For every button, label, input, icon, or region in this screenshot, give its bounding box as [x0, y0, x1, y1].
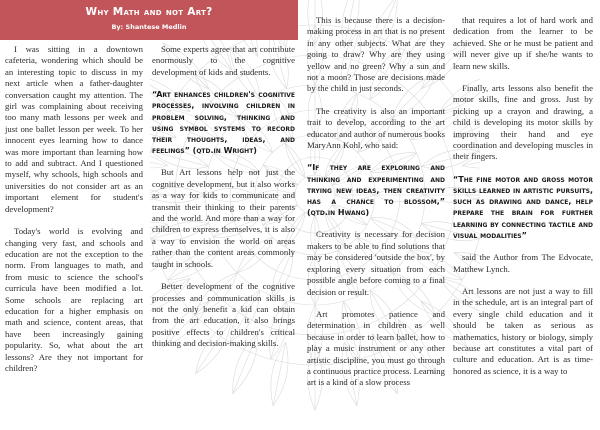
pull-quote: “The fine motor and gross motor skills learned in artistic pursuits, such as drawing and dance, help prepare the brain for further learning by connecting tactile and visual modalities” [453, 174, 594, 240]
paragraph: Finally, arts lessons also benefit the motor skills, fine and gross. Just by picking up a crayon and drawing, a child is developing its motor skills by improving their hand and eye coordination and developing muscles in their fingers. [453, 83, 593, 162]
paragraph: Today's world is evolving and changing very fast, and schools and education are not the exception to the norm. From languages to math, and from music to science the school's curricula have been modified a lot. Some schools are replacing art education for a higher emphasis on math and science, content areas, that have been increasingly gaining popularity. So, what about the art lessons? Are they not important for children? [5, 226, 143, 373]
title-banner [0, 0, 298, 40]
column-2 [152, 44, 295, 361]
paragraph: that requires a lot of hard work and dedication from the learner to be achieved. She or he must be patient and will never give up if she/he wants to learn new skills. [453, 15, 593, 71]
paragraph: But Art lessons help not just the cognitive development, but it also works as a way for kids to communicate and transmit their thinking to their parents and the world. And more than a way for children to express themselves, it is also a way to envision the world on areas rather than the content areas commonly taught in schools. [152, 167, 295, 269]
column-4 [453, 15, 593, 388]
paragraph: Art lessons are not just a way to fill in the schedule, art is an integral part of every single child education and it should be taken as serious as mathematics, history or biology, simply because art constitutes a vital part of culture and education. Art is as time-honored as science, it is a way to [453, 285, 593, 376]
pull-quote: “If they are exploring and thinking and experimenting and trying new ideas, then creativity has a chance to blossom,” (qtd.in Hwang) [307, 163, 445, 218]
pull-quote: “Art enhances children's cognitive processes, involving children in problem solving, thinking and using symbol systems to record their thoughts, ideas, and feelings” (qtd.in Wright) [152, 90, 295, 156]
paragraph: said the Author from The Edvocate, Matthew Lynch. [453, 252, 593, 274]
paragraph: Some experts agree that art contribute enormously to the cognitive development of kids and students. [152, 44, 295, 77]
paragraph: Creativity is necessary for decision makers to be able to find solutions that may be considered 'outside the box', by exploring every situation from each possible angle before coming to a final decision or result. [307, 229, 445, 297]
paragraph: This is because there is a decision-making process in art that is no present in any other subjects. What are they going to draw? Why are they using yellow and no green? Why a sun and not a moon? Those are decisions made by the child in just seconds. [307, 15, 445, 94]
article-title: Why Math and not Art? [85, 6, 213, 18]
column-1 [5, 44, 143, 385]
paragraph: Better development of the cognitive processes and communication skills is not the only benefit a kid can obtain from the art education, it also brings positive effects to children's critical thinking and decision-making skills. [152, 281, 295, 349]
paragraph: The creativity is also an important trait to develop, according to the art educator and author of numerous books MaryAnn Kohl, who said: [307, 105, 445, 151]
column-3 [307, 15, 445, 400]
byline: By: Shantese Medlin [111, 23, 187, 31]
paragraph: I was sitting in a downtown cafeteria, wondering which should be an interesting topic to discuss in my next article when a father-daughter conversation caught my attention. The girl was complaining about receiving too many math lessons per week and just one ballet lesson per week. To her innocent eyes learning how to dance was more important than learning how to add and subtract. And I questioned myself, why schools, high schools and universities do not consider art as an important element for student's development? [5, 44, 143, 214]
paragraph: Art promotes patience and determination in children as well because in order to learn ballet, how to play a music instrument or any other artistic discipline, you must go through a continuous practice process. Learning art is a kind of a slow process [307, 308, 445, 388]
